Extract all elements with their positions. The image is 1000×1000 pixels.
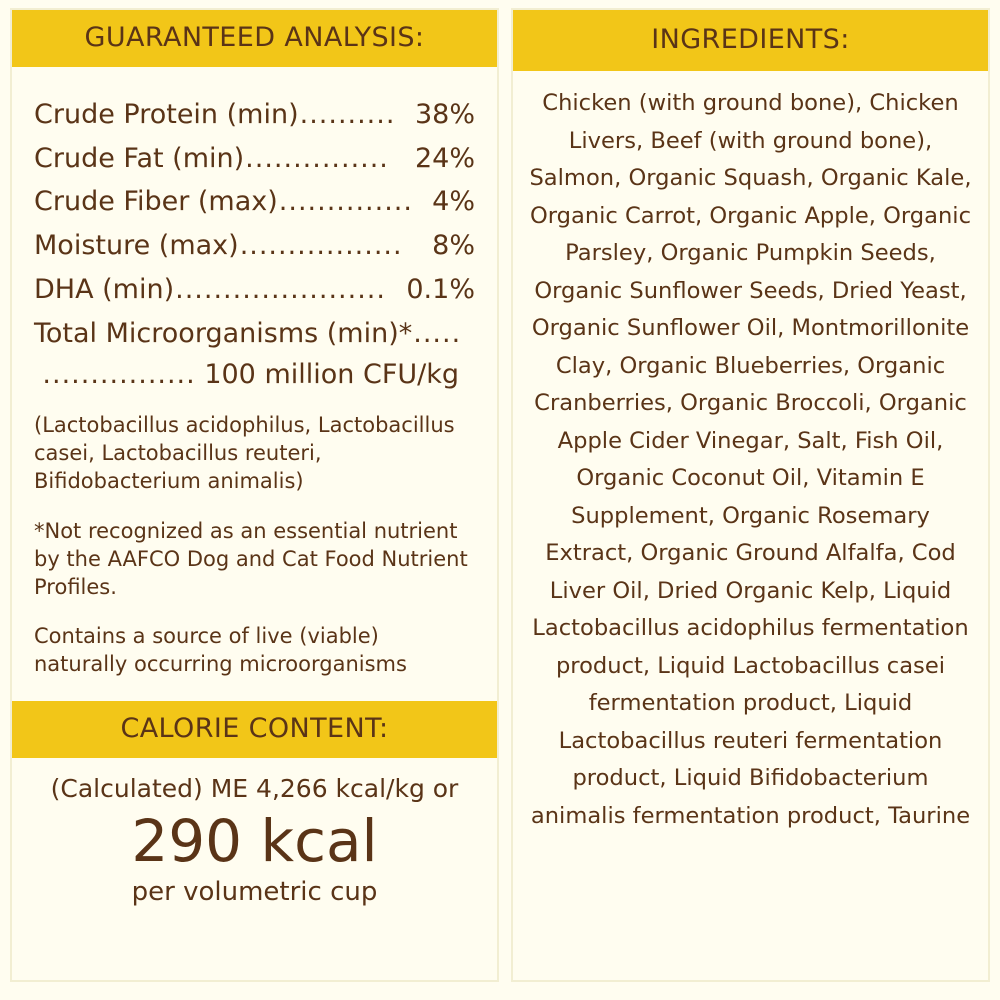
calorie-content-header: CALORIE CONTENT: xyxy=(12,701,497,758)
guaranteed-analysis-header: GUARANTEED ANALYSIS: xyxy=(12,10,497,67)
leader-dots: ................ xyxy=(42,359,196,391)
guaranteed-analysis-panel xyxy=(10,8,499,982)
calorie-per-cup-label: per volumetric cup xyxy=(131,876,378,907)
table-row xyxy=(34,93,475,137)
calorie-per-cup-value: 290 kcal xyxy=(131,807,378,876)
nutrient-label: Crude Fat (min) xyxy=(34,142,245,174)
nutrient-value: 4% xyxy=(432,186,475,218)
table-row xyxy=(34,137,475,181)
ingredients-panel xyxy=(511,8,990,982)
calorie-content-body xyxy=(12,758,497,918)
table-row xyxy=(34,312,475,356)
leader-dots: ..... xyxy=(413,317,462,349)
live-microorganisms-note: Contains a source of live (viable) naturally occurring microorganisms xyxy=(34,624,407,677)
table-row xyxy=(34,180,475,224)
leader-dots: ............... xyxy=(245,142,389,174)
microorganisms-value: 100 million CFU/kg xyxy=(204,359,459,391)
nutrient-value: 0.1% xyxy=(406,273,475,305)
nutrient-value: 8% xyxy=(432,230,475,262)
nutrient-value: 38% xyxy=(414,99,475,130)
guaranteed-analysis-body xyxy=(12,67,497,701)
nutrient-label: Total Microorganisms (min)* xyxy=(34,317,413,349)
leader-dots: ................. xyxy=(239,230,403,262)
asterisk-note: *Not recognized as an essential nutrient by the AAFCO Dog and Cat Food Nutrient Profiles. xyxy=(34,518,468,599)
microorganisms-continuation xyxy=(34,355,475,396)
nutrient-label: Crude Protein (min) xyxy=(34,99,299,130)
left-panel-spacer xyxy=(12,918,497,980)
table-row xyxy=(34,268,475,312)
table-row xyxy=(34,224,475,268)
culture-note: (Lactobacillus acidophilus, Lactobacillus casei, Lactobacillus reuteri, Bifidobacterium animalis) xyxy=(34,412,455,493)
ingredients-header: INGREDIENTS: xyxy=(513,10,988,71)
leader-dots: ...................... xyxy=(175,273,386,305)
nutrient-label: Crude Fiber (max) xyxy=(34,186,278,218)
calorie-per-kg: (Calculated) ME 4,266 kcal/kg or xyxy=(50,774,459,804)
nutrient-label: Moisture (max) xyxy=(34,230,239,262)
leader-dots: .............. xyxy=(278,186,413,218)
ingredients-list: Chicken (with ground bone), Chicken Livers, Beef (with ground bone), Salmon, Organic Squash, Organic Kale, Organic Carrot, Organic Apple, Organic Parsley, Organic Pumpkin Seeds, Organic Sunflower Seeds, Dried Yeast, Organic Sunflower Oil, Montmorillonite Clay, Organic Blueberries, Organic Cranberries, Organic Broccoli, Organic Apple Cider Vinegar, Salt, Fish Oil, Organic Coconut Oil, Vitamin E Supplement, Organic Rosemary Extract, Organic Ground Alfalfa, Cod Liver Oil, Dried Organic Kelp, Liquid Lactobacillus acidophilus fermentation product, Liquid Lactobacillus casei fermentation product, Liquid Lactobacillus reuteri fermentation product, Liquid Bifidobacterium animalis fermentation product, Taurine xyxy=(529,90,972,829)
nutrient-value: 24% xyxy=(414,142,475,174)
nutrient-label: DHA (min) xyxy=(34,273,175,305)
leader-dots: .......... xyxy=(299,99,396,130)
